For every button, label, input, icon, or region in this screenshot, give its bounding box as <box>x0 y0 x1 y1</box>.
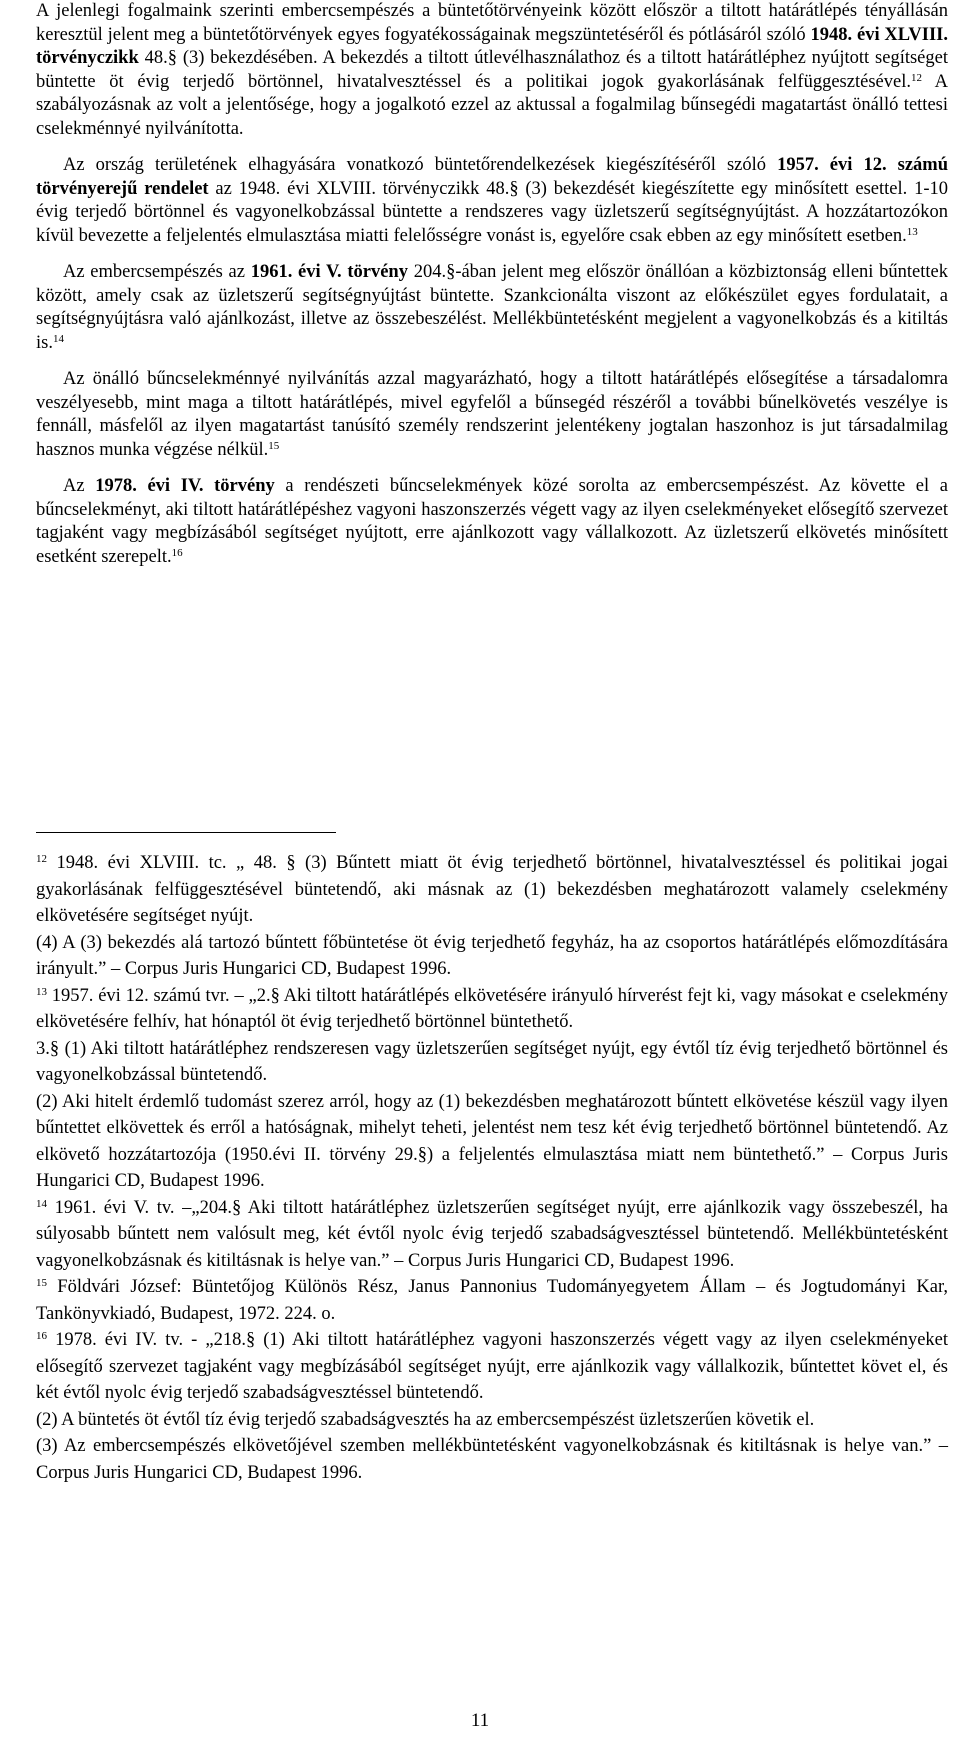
footnote-ref-13: 13 <box>906 225 918 238</box>
footnote-ref-16: 16 <box>171 546 183 559</box>
footnote-12 <box>36 850 948 930</box>
footnote-ref-12: 12 <box>910 71 922 84</box>
footnote-text: 1957. évi 12. számú tvr. – „2.§ Aki tiltott határátlépés elkövetésére irányuló hírverést fejt ki, vagy másokat e cselekmény elkövetésére felhív, hat hónaptól öt évig terjedhető börtönnel büntethető. <box>36 985 948 1032</box>
footnote-number: 16 <box>36 1330 47 1342</box>
page-number: 11 <box>470 1710 490 1731</box>
footnote-16 <box>36 1327 948 1407</box>
footnote-16-cont: (3) Az embercsempészés elkövetőjével szemben mellékbüntetésként vagyonelkobzásnak és kitiltásnak is helye van.” – Corpus Juris Hungarici CD, Budapest 1996. <box>36 1436 948 1483</box>
document-page <box>36 0 949 1483</box>
paragraph-2 <box>36 154 948 248</box>
text: a rendészeti bűncselekmények közé sorolta az embercsempészést. Az követte el a bűncselekményt, aki tiltott határátlépéshez vagyoni haszonszerzés végett vagy az ilyen cselekményeket elősegítő szervezet tagjaként vagy megbízásából segítséget nyújtott, erre ajánlkozott vagy vállalkozott. Az üzletszerű elkövetés minősített esetként szerepelt. <box>36 476 948 567</box>
footnote-number: 13 <box>36 985 47 998</box>
text: az 1948. évi XLVIII. törvényczikk 48.§ (3) bekezdését kiegészítette egy minősített esettel. 1-10 évig terjedő börtönnel és vagyonelkobzással büntette a rendszeres vagy üzletszerű segítségnyújtást. A hozzátartozókon kívül bevezette a feljelentés elmulasztása miatti felelősségre vonást is, egyelőre csak ebben az egy minősített esetben. <box>36 178 948 246</box>
main-text <box>36 0 948 569</box>
footnote-15 <box>36 1274 948 1327</box>
footnote-12-cont: (4) A (3) bekezdés alá tartozó bűntett főbüntetése öt évig terjedhető fegyház, ha az csoportos határátlépés előmozdítására irányult.” – Corpus Juris Hungarici CD, Budapest 1996. <box>36 932 948 979</box>
footnote-ref-14: 14 <box>52 332 64 345</box>
footnote-number: 14 <box>36 1197 47 1210</box>
footnotes <box>36 850 948 1486</box>
footnote-13 <box>36 983 948 1036</box>
footnote-13-cont: (2) Aki hitelt érdemlő tudomást szerez arról, hogy az (1) bekezdésben meghatározott bűntett elkövetése készül vagy ilyen bűntettet elkövettek és erről a hatóságnak, mihelyt teheti, jelentést nem tesz két évig terjedhető börtönnel büntetendő. Az elkövető hozzátartozója (1950.évi II. törvény 29.§) a feljelentés elmulasztása miatt nem büntethető.” – Corpus Juris Hungarici CD, Budapest 1996. <box>36 1091 948 1191</box>
text: Az ország területének elhagyására vonatkozó büntetőrendelkezések kiegészítéséről szóló <box>63 155 778 175</box>
paragraph-3 <box>36 261 948 355</box>
footnote-14 <box>36 1195 948 1275</box>
footnote-text: 1948. évi XLVIII. tc. „ 48. § (3) Bűntett miatt öt évig terjedhető börtönnel, hivatalvesztéssel és politikai jogai gyakorlásának felfüggesztésével büntetendő, aki másnak az (1) bekezdésben meghatározott valamely cselekmény elkövetésére segítséget nyújt. <box>36 853 948 926</box>
paragraph-4 <box>36 368 948 462</box>
text: A jelenlegi fogalmaink szerinti embercsempészés a büntetőtörvényeink között először a tiltott határátlépés tényállásán keresztül jelent meg a büntetőtörvények egyes fogyatékosságainak megszüntetéséről és pótlásáról szóló <box>36 1 948 45</box>
text: Az önálló bűncselekménnyé nyilvánítás azzal magyarázható, hogy a tiltott határátlépés elősegítése a társadalomra veszélyesebb, mint maga a tiltott határátlépés, mivel egyfelől a bűnsegéd részéről a további bűnelkövetés veszélye is fennáll, másfelől az ilyen magatartást tanúsító személy rendszerint jelentékeny jogtalan haszonhoz is jut társadalmilag hasznos munka végzése nélkül. <box>36 369 948 460</box>
law-reference: 1948. évi XLVIII. törvényczikk <box>36 24 949 68</box>
footnote-text: Földvári József: Büntetőjog Különös Rész, Janus Pannonius Tudományegyetem Állam – és Jogtudományi Kar, Tankönyvkiadó, Budapest, 1972. 224. o. <box>36 1277 948 1324</box>
footnote-text: 1961. évi V. tv. –„204.§ Aki tiltott határátléphez üzletszerűen segítséget nyújt, erre ajánlkozik vagy összebeszél, ha súlyosabb bűntett nem valósult meg, két évtől nyolc évig terjedő szabadságvesztéssel büntetendő. Mellékbüntetésként vagyonelkobzásnak és kitiltásnak is helye van.” – Corpus Juris Hungarici CD, Budapest 1996. <box>36 1197 948 1271</box>
footnote-separator <box>36 832 336 833</box>
text: 204.§-ában jelent meg először önállóan a közbiztonság elleni bűntettek között, amely csak az üzletszerű segítségnyújtást büntette. Szankcionálta viszont az előkészület egyes fordulatait, a segítségnyújtásra való ajánlkozást, illetve az összebeszélést. Mellékbüntetésként megjelent a vagyonelkobzás és a kitiltás is. <box>36 262 948 353</box>
paragraph-5 <box>36 475 948 569</box>
text: 48.§ (3) bekezdésében. A bekezdés a tiltott útlevélhasználathoz és a tiltott határátléphez nyújtott segítséget büntette öt évig terjedő börtönnel, hivatalvesztéssel és a politikai jogok gyakorlásának felfüggesztésével. <box>36 48 948 92</box>
text: Az <box>63 476 96 496</box>
law-reference: 1978. évi IV. törvény <box>95 476 275 496</box>
footnote-13-cont: 3.§ (1) Aki tiltott határátléphez rendszeresen vagy üzletszerűen segítséget nyújt, egy évtől tíz évig terjedhető börtönnel és vagyonelkobzással büntetendő. <box>36 1038 948 1085</box>
footnote-number: 12 <box>36 853 47 865</box>
text: Az embercsempészés az <box>63 262 251 282</box>
law-reference: 1957. évi 12. számú törvényerejű rendelet <box>36 155 948 199</box>
footnote-text: 1978. évi IV. tv. - „218.§ (1) Aki tiltott határátléphez vagyoni haszonszerzés végett vagy az ilyen cselekményeket elősegítő szervezet tagjaként vagy megbízásából segítséget nyújt, erre ajánlkozik vagy vállalkozik, bűntettet követ el, és két évtől nyolc évig terjedő szabadságvesztéssel büntetendő. <box>36 1330 948 1403</box>
footnote-ref-15: 15 <box>268 439 280 452</box>
footnote-number: 15 <box>36 1277 47 1289</box>
text: A szabályozásnak az volt a jelentősége, hogy a jogalkotó ezzel az aktussal a fogalmilag bűnsegédi magatartást önálló tettesi cselekménnyé nyilvánította. <box>36 71 949 139</box>
paragraph-1 <box>36 0 948 141</box>
law-reference: 1961. évi V. törvény <box>250 262 408 282</box>
footnote-16-cont: (2) A büntetés öt évtől tíz évig terjedő szabadságvesztés ha az embercsempészést üzletszerűen követik el. <box>36 1409 815 1430</box>
